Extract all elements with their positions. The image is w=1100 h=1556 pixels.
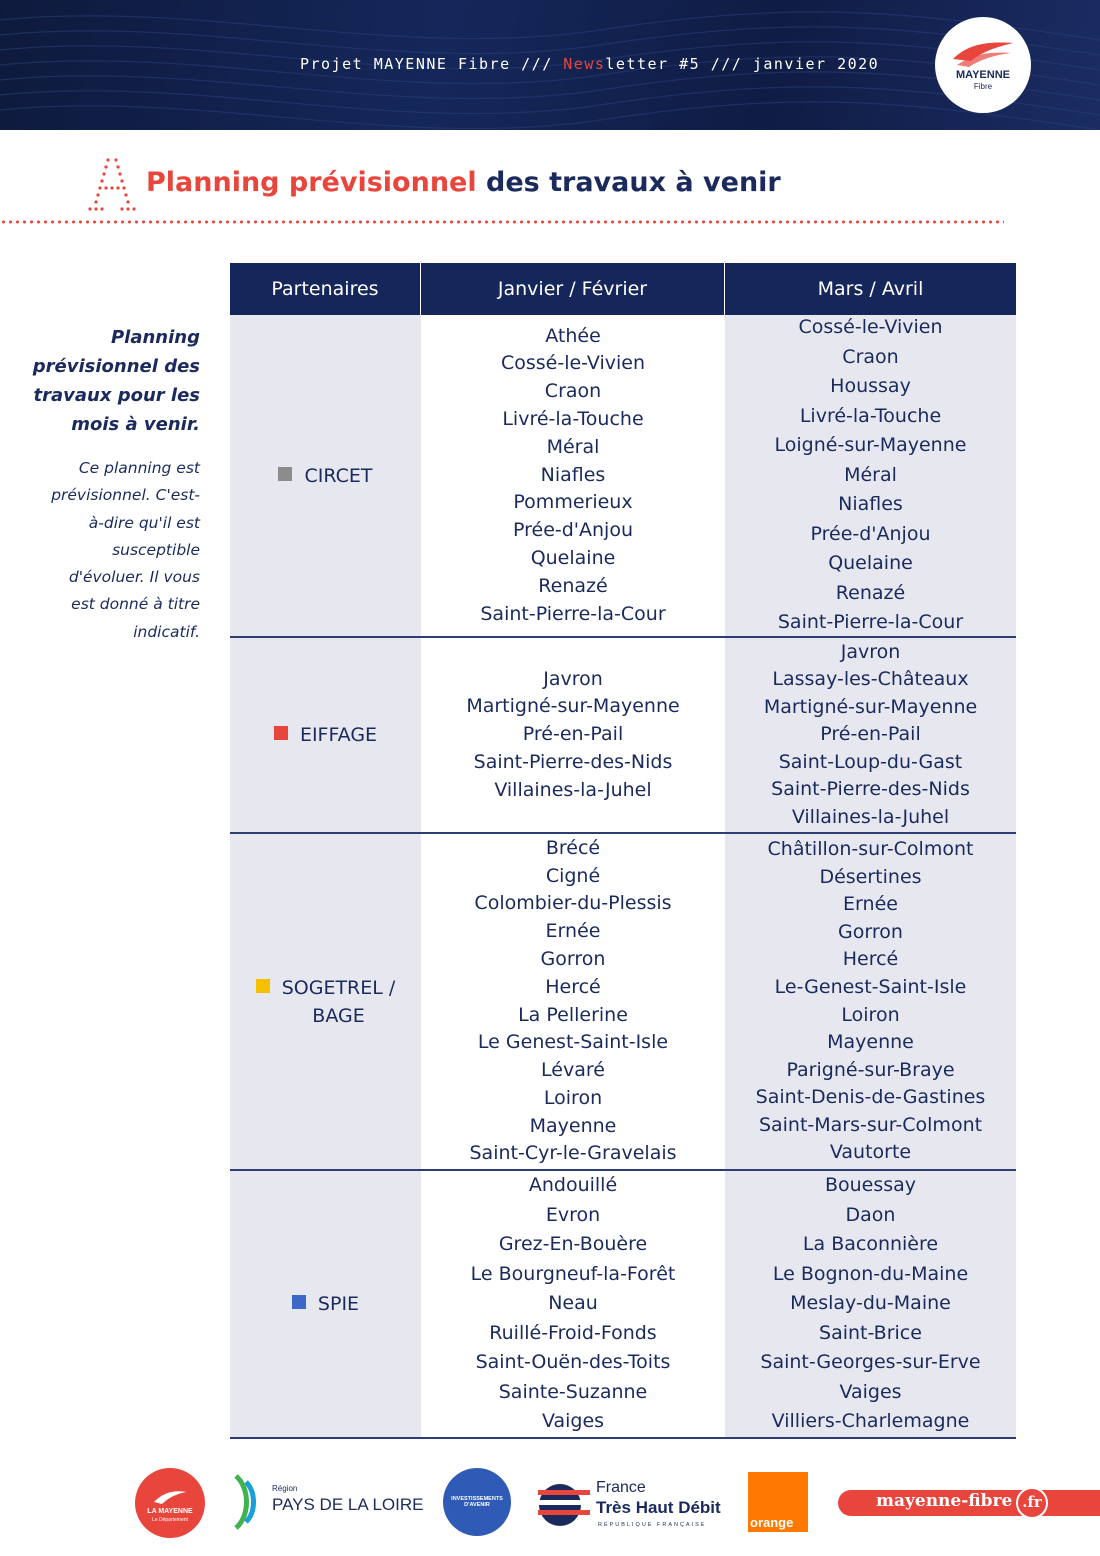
commune-name: Cossé-le-Vivien bbox=[798, 316, 943, 339]
commune-name: Saint-Ouën-des-Toits bbox=[475, 1351, 671, 1374]
dotted-a-icon bbox=[86, 158, 138, 212]
commune-name: Livré-la-Touche bbox=[799, 404, 942, 427]
commune-name: Ernée bbox=[545, 920, 601, 943]
site-tld-badge: .fr bbox=[1016, 1487, 1048, 1519]
commune-name: Saint-Denis-de-Gastines bbox=[755, 1086, 986, 1109]
partner-name-line: CIRCET bbox=[304, 464, 373, 487]
partner-cell bbox=[230, 315, 421, 636]
janvier-fevrier-cell bbox=[421, 834, 725, 1169]
newsletter-header: Projet MAYENNE Fibre /// Newsletter #5 /// janvier 2020 bbox=[300, 55, 880, 73]
commune-name: Pré-en-Pail bbox=[820, 723, 921, 746]
commune-name: Martigné-sur-Mayenne bbox=[466, 695, 680, 718]
partner-cell bbox=[230, 638, 421, 832]
commune-name: Le-Genest-Saint-Isle bbox=[774, 975, 967, 998]
commune-name: Villiers-Charlemagne bbox=[771, 1410, 970, 1433]
commune-name: Loiron bbox=[841, 1003, 900, 1026]
commune-name: Vautorte bbox=[829, 1141, 912, 1164]
janvier-fevrier-cell bbox=[421, 638, 725, 832]
commune-name: Renazé bbox=[835, 581, 906, 604]
commune-name: Hercé bbox=[545, 975, 601, 998]
commune-name: Meslay-du-Maine bbox=[790, 1292, 951, 1315]
commune-name: Hercé bbox=[842, 948, 899, 971]
commune-name: Colombier-du-Plessis bbox=[474, 892, 672, 915]
logo-title: MAYENNE bbox=[956, 69, 1010, 81]
wing-icon bbox=[152, 1488, 188, 1506]
orange-logo: orange bbox=[748, 1472, 808, 1532]
commune-name: Martigné-sur-Mayenne bbox=[763, 695, 978, 718]
partner-label bbox=[256, 974, 396, 1030]
partner-name bbox=[318, 1290, 359, 1318]
table-header bbox=[230, 263, 1016, 315]
commune-name: Andouillé bbox=[528, 1174, 618, 1197]
commune-name: Bouessay bbox=[824, 1174, 917, 1197]
pays-de-la-loire-logo: Région PAYS DE LA LOIRE bbox=[232, 1474, 272, 1534]
mars-avril-cell bbox=[725, 638, 1016, 832]
commune-name: Houssay bbox=[830, 375, 911, 398]
commune-name: Saint-Pierre-la-Cour bbox=[777, 611, 964, 634]
commune-name: Quelaine bbox=[530, 546, 616, 569]
commune-name: Parigné-sur-Braye bbox=[786, 1058, 955, 1081]
commune-name: Loigné-sur-Mayenne bbox=[774, 434, 967, 457]
commune-name: Saint-Cyr-le-Gravelais bbox=[469, 1142, 677, 1165]
header-janvier-fevrier: Janvier / Février bbox=[421, 263, 725, 315]
partner-name bbox=[300, 721, 377, 749]
partner-label bbox=[278, 462, 372, 490]
header-band bbox=[0, 0, 1100, 130]
france-thd-logo: France Très Haut Débit RÉPUBLIQUE FRANÇAISE bbox=[538, 1482, 590, 1532]
table-row bbox=[230, 638, 1016, 834]
commune-name: Méral bbox=[844, 463, 897, 486]
region-arcs-icon bbox=[232, 1474, 272, 1530]
commune-name: Grez-En-Bouère bbox=[498, 1233, 648, 1256]
commune-name: Loiron bbox=[543, 1086, 603, 1109]
partner-color-square bbox=[256, 979, 270, 993]
commune-name: Méral bbox=[546, 435, 600, 458]
commune-name: Châtillon-sur-Colmont bbox=[767, 837, 974, 860]
commune-name: Pommerieux bbox=[513, 491, 633, 514]
partner-name bbox=[304, 462, 372, 490]
planning-table bbox=[230, 263, 1016, 1439]
mars-avril-cell bbox=[725, 834, 1016, 1169]
commune-name: Prée-d'Anjou bbox=[810, 522, 931, 545]
commune-name: Saint-Loup-du-Gast bbox=[778, 750, 963, 773]
commune-name: La Baconnière bbox=[802, 1233, 939, 1256]
commune-name: Cossé-le-Vivien bbox=[500, 352, 646, 375]
commune-name: Renazé bbox=[538, 574, 608, 597]
dotted-divider bbox=[0, 220, 1004, 224]
commune-name: Niafles bbox=[540, 463, 606, 486]
flame-icon bbox=[949, 37, 1017, 69]
janvier-fevrier-cell bbox=[421, 315, 725, 636]
partner-name bbox=[282, 974, 396, 1030]
header-partenaires: Partenaires bbox=[230, 263, 421, 315]
commune-name: Saint-Pierre-la-Cour bbox=[480, 602, 666, 625]
commune-name: Vaiges bbox=[541, 1410, 605, 1433]
commune-name: Craon bbox=[544, 380, 602, 403]
side-note: Ce planning est prévisionnel. C'est- à-dire qu'il est susceptible d'évoluer. Il vous est donné à titre indicatif. bbox=[51, 459, 200, 641]
commune-name: Saint-Mars-sur-Colmont bbox=[758, 1113, 983, 1136]
footer-logos bbox=[0, 1460, 1100, 1556]
commune-name: Athée bbox=[545, 324, 601, 347]
mars-avril-cell bbox=[725, 1171, 1016, 1437]
table-row bbox=[230, 315, 1016, 638]
la-mayenne-logo: LA MAYENNE Le Département bbox=[135, 1468, 205, 1538]
partner-color-square bbox=[292, 1295, 306, 1309]
commune-name: Ernée bbox=[843, 893, 898, 916]
commune-name: Ruillé-Froid-Fonds bbox=[489, 1321, 657, 1344]
commune-name: Javron bbox=[543, 667, 603, 690]
commune-name: Javron bbox=[840, 640, 901, 663]
logo-subtitle: Fibre bbox=[973, 82, 993, 91]
commune-name: Niafles bbox=[838, 493, 903, 516]
commune-name: Mayenne bbox=[529, 1114, 617, 1137]
partner-name-line: SPIE bbox=[317, 1293, 360, 1315]
commune-name: Daon bbox=[845, 1203, 896, 1226]
mayenne-fibre-site[interactable]: mayenne-fibre .fr bbox=[838, 1490, 1100, 1516]
partner-name-line: BAGE bbox=[312, 1004, 365, 1027]
commune-name: Lévaré bbox=[541, 1059, 605, 1082]
commune-name: Livré-la-Touche bbox=[502, 408, 644, 430]
commune-name: Neau bbox=[548, 1292, 598, 1315]
commune-name: Pré-en-Pail bbox=[522, 723, 624, 746]
commune-name: Brécé bbox=[545, 836, 601, 859]
investissements-avenir-logo: INVESTISSEMENTS D'AVENIR bbox=[443, 1468, 511, 1536]
commune-name: Gorron bbox=[838, 920, 903, 943]
janvier-fevrier-cell bbox=[421, 1171, 725, 1437]
mayenne-fibre-logo bbox=[935, 17, 1031, 113]
commune-name: Le Genest-Saint-Isle bbox=[477, 1031, 669, 1054]
partner-name-line: EIFFAGE bbox=[299, 724, 378, 746]
commune-name: Lassay-les-Châteaux bbox=[772, 668, 969, 691]
partner-label bbox=[274, 721, 377, 749]
commune-name: La Pellerine bbox=[518, 1003, 628, 1026]
commune-name: Désertines bbox=[819, 865, 922, 888]
commune-name: Saint-Brice bbox=[819, 1321, 922, 1344]
partner-name-line: SOGETREL / bbox=[281, 976, 396, 999]
table-row bbox=[230, 834, 1016, 1171]
header-mars-avril: Mars / Avril bbox=[817, 278, 924, 300]
table-row bbox=[230, 1171, 1016, 1439]
mars-avril-cell bbox=[725, 315, 1016, 636]
commune-name: Saint-Georges-sur-Erve bbox=[760, 1351, 981, 1374]
partner-cell bbox=[230, 1171, 421, 1437]
commune-name: Le Bourgneuf-la-Forêt bbox=[470, 1262, 676, 1285]
side-heading: Planning prévisionnel des travaux pour les mois à venir. bbox=[32, 327, 200, 435]
commune-name: Gorron bbox=[540, 947, 606, 970]
commune-name: Prée-d'Anjou bbox=[512, 519, 634, 542]
commune-name: Saint-Pierre-des-Nids bbox=[771, 778, 970, 801]
commune-name: Villaines-la-Juhel bbox=[494, 778, 652, 801]
commune-name: Quelaine bbox=[828, 552, 913, 575]
partner-cell bbox=[230, 834, 421, 1169]
partner-color-square bbox=[278, 467, 292, 481]
page-title: Planning prévisionnel des travaux à venir bbox=[146, 167, 781, 198]
commune-name: Craon bbox=[842, 345, 899, 368]
commune-name: Le Bognon-du-Maine bbox=[772, 1262, 969, 1285]
partner-color-square bbox=[274, 726, 288, 740]
commune-name: Mayenne bbox=[827, 1031, 914, 1054]
partner-label bbox=[292, 1290, 359, 1318]
commune-name: Saint-Pierre-des-Nids bbox=[473, 750, 673, 773]
table-body bbox=[230, 315, 1016, 1439]
commune-name: Sainte-Suzanne bbox=[498, 1380, 648, 1403]
commune-name: Villaines-la-Juhel bbox=[791, 805, 950, 828]
commune-name: Cigné bbox=[545, 864, 601, 887]
commune-name: Evron bbox=[545, 1203, 601, 1226]
commune-name: Vaiges bbox=[839, 1380, 902, 1403]
thd-stripes-icon bbox=[538, 1482, 590, 1528]
